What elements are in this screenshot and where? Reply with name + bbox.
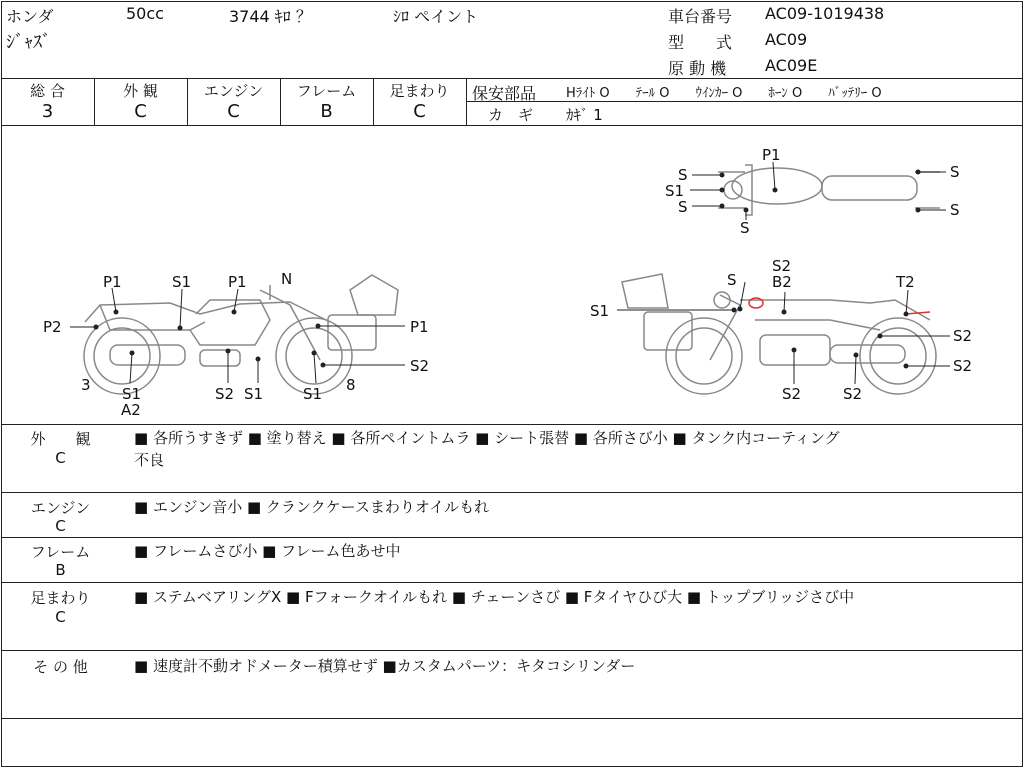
diagram-label: N (281, 270, 293, 288)
maker: ホンダ (6, 7, 54, 26)
engine-grade: C (227, 101, 240, 122)
frame-no-label: 車台番号 (668, 7, 733, 26)
diagram-label: S (950, 163, 960, 181)
diagram-label: 3 (81, 376, 91, 394)
body-color: ｼﾛ ペイント (393, 7, 479, 26)
diagram-label: S2 (782, 385, 802, 403)
diagram-label: S2 (410, 357, 430, 375)
suspension-grade: C (413, 101, 426, 122)
displacement: 50cc (126, 4, 164, 23)
safety-label: 保安部品 (472, 84, 537, 103)
type-value: AC09 (765, 30, 808, 49)
diagram-label: P1 (228, 273, 247, 291)
diagram-label: S2 (215, 385, 235, 403)
diagram-label: S2 (953, 357, 973, 375)
type-label: 型 式 (668, 33, 733, 52)
red-mark-line (906, 312, 930, 314)
note-text: ■ ステムベアリングX ■ Fフォークオイルもれ ■ チェーンさび ■ Fタイヤひび大 ■ トップブリッジさび中 (134, 588, 855, 606)
note-text: ■ フレームさび小 ■ フレーム色あせ中 (134, 542, 401, 560)
diagram-label: S (727, 271, 737, 289)
diagram-label: S1 (172, 273, 192, 291)
note-category: フレーム (30, 543, 91, 561)
diagram-label: S2 (953, 327, 973, 345)
note-category: そ の 他 (33, 658, 88, 676)
frame-label: フレーム (296, 82, 357, 100)
suspension-label: 足まわり (389, 82, 450, 100)
note-grade: C (55, 449, 66, 467)
note-text-continued: 不良 (134, 451, 165, 469)
note-text: ■ 速度計不動オドメーター積算せず ■カスタムパーツ：キタコシリンダー (134, 657, 636, 675)
note-grade: B (55, 561, 66, 579)
engine-grade-label: エンジン (203, 82, 264, 100)
overall-label: 総 合 (30, 82, 65, 100)
diagram-label: P2 (43, 318, 62, 336)
note-category: 足まわり (30, 589, 91, 607)
note-text: ■ エンジン音小 ■ クランクケースまわりオイルもれ (134, 498, 490, 516)
diagram-label: 8 (346, 376, 356, 394)
exterior-label: 外 観 (123, 82, 158, 100)
diagram-label: A2 (121, 401, 141, 419)
frame-no-value: AC09-1019438 (765, 4, 885, 23)
key-label: カ ギ (488, 106, 534, 124)
diagram-label: S1 (590, 302, 610, 320)
top-motorcycle-drawing (718, 165, 940, 215)
note-grade: C (55, 517, 66, 535)
overall-grade: 3 (41, 101, 54, 122)
diagram-label: P1 (410, 318, 429, 336)
divider (1, 424, 1022, 425)
note-grade: C (55, 608, 66, 626)
right-markers (732, 307, 909, 369)
diagram-label: S (740, 219, 750, 237)
divider (1, 718, 1022, 719)
engine-value: AC09E (765, 56, 818, 75)
diagram-label: S1 (665, 182, 685, 200)
note-text: ■ 各所うすきず ■ 塗り替え ■ 各所ペイントムラ ■ シート張替 ■ 各所さび小 ■ タンク内コーティング (134, 429, 840, 447)
diagram-label: S2 (772, 257, 792, 275)
top-labels (665, 146, 960, 237)
right-leader-lines (617, 282, 950, 384)
diagram-label: T2 (896, 273, 915, 291)
diagram-label: P1 (762, 146, 781, 164)
diagram-label: S1 (122, 385, 142, 403)
diagram-label: S (678, 198, 688, 216)
engine-label: 原 動 機 (668, 59, 727, 78)
divider (1, 492, 1022, 493)
diagram-label: S1 (303, 385, 323, 403)
left-leader-lines (70, 288, 405, 383)
divider (1, 650, 1022, 651)
key-value: ｶｷﾞ 1 (566, 106, 603, 124)
diagram-label: P1 (103, 273, 122, 291)
right-motorcycle-drawing (622, 274, 936, 394)
divider (1, 537, 1022, 538)
registration-number: 3744 ｷﾛ ？ (229, 7, 312, 26)
diagram-label: S2 (843, 385, 863, 403)
model-name: ｼﾞｬｽﾞ (6, 32, 51, 53)
diagram-label: S1 (244, 385, 264, 403)
exterior-grade: C (134, 101, 147, 122)
diagram-label: S (678, 166, 688, 184)
top-leader-lines (690, 162, 946, 220)
right-labels (590, 257, 972, 403)
diagram-label: S (950, 201, 960, 219)
divider (1, 582, 1022, 583)
diagram-label: B2 (772, 273, 792, 291)
safety-items: Hﾗｲﾄ O ﾃｰﾙ O ｳｲﾝｶｰ O ﾎｰﾝ O ﾊﾞｯﾃﾘｰ O (566, 86, 882, 101)
note-category: エンジン (30, 499, 91, 517)
note-category: 外 観 (30, 430, 91, 448)
frame-grade: B (320, 101, 333, 122)
